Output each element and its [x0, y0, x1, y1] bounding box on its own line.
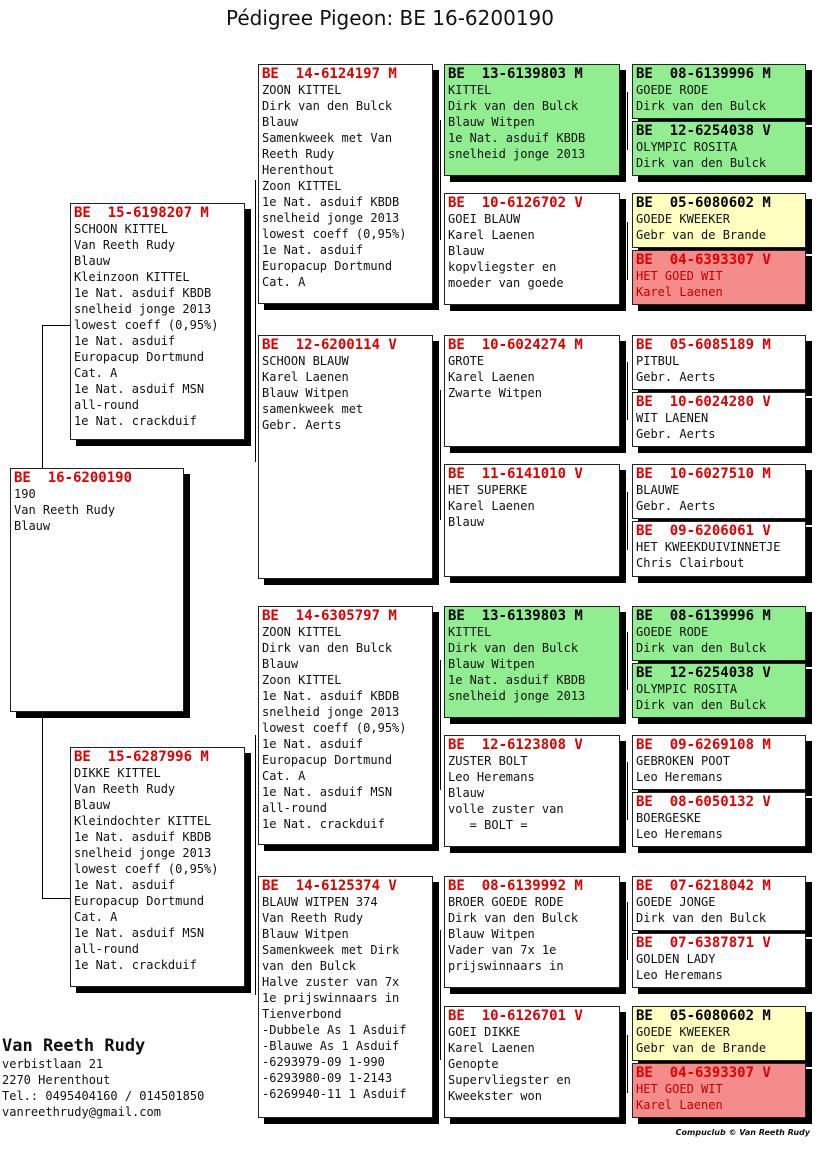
pigeon-info-line: lowest coeff (0,95%)	[74, 862, 219, 876]
pigeon-info-line: GROTE	[448, 354, 485, 368]
pigeon-info-line: Gebr. Aerts	[636, 370, 716, 384]
pigeon-info-line: HET KWEEKDUIVINNETJE	[636, 540, 781, 554]
ring-number: BE 13-6139803 M	[448, 608, 583, 624]
pigeon-info-line: Europacup Dortmund	[262, 753, 393, 767]
pigeon-card-gen3	[444, 193, 620, 305]
pigeon-info-line: Samenkweek met Van	[262, 131, 393, 145]
connector-line	[627, 92, 628, 150]
pigeon-info-line: DIKKE KITTEL	[74, 766, 161, 780]
ring-number: BE 10-6126702 V	[448, 195, 583, 211]
ring-number: BE 10-6024280 V	[636, 394, 771, 410]
pigeon-info-line: 1e Nat. asduif MSN	[262, 785, 393, 799]
pigeon-info-line: 1e Nat. asduif KBDB	[448, 673, 586, 687]
pigeon-card-dam	[70, 747, 245, 987]
pigeon-card-gen4	[632, 121, 806, 176]
pigeon-info-line: Dirk van den Bulck	[262, 641, 393, 655]
pigeon-info-line: Gebr. Aerts	[262, 418, 342, 432]
ring-number: BE 05-6080602 M	[636, 195, 771, 211]
pigeon-info-line: lowest coeff (0,95%)	[74, 318, 219, 332]
ring-number: BE 15-6198207 M	[74, 205, 209, 221]
ring-number: BE 09-6269108 M	[636, 737, 771, 753]
pigeon-info-line: GOEDE KWEEKER	[636, 212, 730, 226]
pigeon-info-line: 1e Nat. crackduif	[74, 958, 197, 972]
pigeon-info-line: SCHOON KITTEL	[74, 222, 168, 236]
pigeon-card-gen3	[444, 335, 620, 447]
pigeon-info-line: Blauw	[74, 254, 111, 268]
pigeon-info-line: KITTEL	[448, 83, 492, 97]
pigeon-info-line: 1e Nat. crackduif	[74, 414, 197, 428]
ring-number: BE 10-6126701 V	[448, 1008, 583, 1024]
pigeon-info-line: -6293979-09 1-990	[262, 1055, 385, 1069]
pigeon-info-line: snelheid jonge 2013	[448, 147, 586, 161]
ring-number: BE 08-6139996 M	[636, 608, 771, 624]
ring-number: BE 12-6254038 V	[636, 665, 771, 681]
pigeon-card-gen3	[444, 606, 620, 718]
pigeon-info-line: GOEDE RODE	[636, 83, 709, 97]
ring-number: BE 07-6387871 V	[636, 935, 771, 951]
connector-line	[627, 492, 628, 550]
page-title: Pédigree Pigeon: BE 16-6200190	[226, 6, 554, 30]
pigeon-info-line: volle zuster van	[448, 802, 564, 816]
ring-number: BE 12-6200114 V	[262, 337, 397, 353]
connector-line	[440, 390, 441, 520]
pigeon-info-line: Halve zuster van 7x	[262, 975, 400, 989]
pigeon-info-line: BLAUW WITPEN 374	[262, 895, 378, 909]
connector-line	[42, 898, 70, 899]
pigeon-info-line: Kleinzoon KITTEL	[74, 270, 190, 284]
pigeon-card-gen4	[632, 933, 806, 988]
pigeon-info-line: Kleindochter KITTEL	[74, 814, 212, 828]
ring-number: BE 04-6393307 V	[636, 252, 771, 268]
pigeon-info-line: KITTEL	[448, 625, 492, 639]
pigeon-info-line: Zoon KITTEL	[262, 179, 342, 193]
pigeon-info-line: Blauw Witpen	[262, 386, 349, 400]
ring-number: BE 04-6393307 V	[636, 1065, 771, 1081]
ring-number: BE 14-6305797 M	[262, 608, 397, 624]
pigeon-info-line: Blauw Witpen	[448, 657, 535, 671]
connector-line	[440, 660, 441, 790]
pigeon-info-line: ZOON KITTEL	[262, 83, 342, 97]
pigeon-info-line: GOEDE KWEEKER	[636, 1025, 730, 1039]
connector-line	[627, 632, 628, 690]
pigeon-info-line: all-round	[74, 398, 140, 412]
pigeon-info-line: snelheid jonge 2013	[262, 211, 400, 225]
pigeon-info-line: Van Reeth Rudy	[74, 238, 176, 252]
owner-city: 2270 Herenthout	[2, 1073, 111, 1087]
pigeon-info-line: Blauw Witpen	[448, 927, 535, 941]
pigeon-info-line: Zwarte Witpen	[448, 386, 542, 400]
pigeon-info-line: -Blauwe As 1 Asduif	[262, 1039, 400, 1053]
connector-line	[627, 1035, 628, 1093]
pigeon-card-gen3	[444, 64, 620, 176]
pigeon-card-gen3	[444, 876, 620, 988]
ring-number: BE 11-6141010 V	[448, 466, 583, 482]
pigeon-info-line: Dirk van den Bulck	[636, 911, 767, 925]
pigeon-info-line: Karel Laenen	[448, 228, 535, 242]
pigeon-info-line: OLYMPIC ROSITA	[636, 682, 738, 696]
pigeon-info-line: Gebr. Aerts	[636, 499, 716, 513]
pigeon-card-gen4	[632, 250, 806, 305]
pigeon-info-line: BLAUWE	[636, 483, 680, 497]
owner-info	[2, 1036, 204, 1120]
pigeon-info-line: samenkweek met	[262, 402, 364, 416]
pigeon-info-line: Dirk van den Bulck	[262, 99, 393, 113]
pigeon-card-gen4	[632, 1063, 806, 1118]
ring-number: BE 12-6123808 V	[448, 737, 583, 753]
pigeon-info-line: Dirk van den Bulck	[448, 641, 579, 655]
pigeon-info-line: Leo Heremans	[636, 770, 723, 784]
pigeon-info-line: WIT LAENEN	[636, 411, 709, 425]
pigeon-info-line: Gebr van de Brande	[636, 1041, 767, 1055]
pigeon-info-line: prijswinnaars in	[448, 959, 564, 973]
pigeon-info-line: Karel Laenen	[448, 499, 535, 513]
pigeon-info-line: 1e prijswinnaars in	[262, 991, 400, 1005]
pigeon-info-line: Dirk van den Bulck	[448, 911, 579, 925]
pigeon-info-line: Van Reeth Rudy	[262, 911, 364, 925]
pigeon-info-line: Dirk van den Bulck	[636, 99, 767, 113]
pigeon-info-line: Europacup Dortmund	[74, 350, 205, 364]
pigeon-info-line: Dirk van den Bulck	[448, 99, 579, 113]
pigeon-info-line: Samenkweek met Dirk	[262, 943, 400, 957]
ring-number: BE 10-6024274 M	[448, 337, 583, 353]
pigeon-info-line: Gebr van de Brande	[636, 228, 767, 242]
pigeon-info-line: Kweekster won	[448, 1089, 542, 1103]
pigeon-info-line: Dirk van den Bulck	[636, 156, 767, 170]
pigeon-card-gen4	[632, 335, 806, 390]
pigeon-card-gen4	[632, 193, 806, 248]
pigeon-card-gen4	[632, 1006, 806, 1061]
pigeon-card-gen4	[632, 876, 806, 931]
pigeon-info-line: Herenthout	[262, 163, 335, 177]
pigeon-info-line: Karel Laenen	[262, 370, 349, 384]
ring-number: BE 14-6125374 V	[262, 878, 397, 894]
pigeon-info-line: Blauw	[448, 515, 485, 529]
pigeon-info-line: 1e Nat. asduif KBDB	[262, 689, 400, 703]
pigeon-card-granddam-paternal	[258, 335, 433, 579]
pigeon-info-line: SCHOON BLAUW	[262, 354, 349, 368]
pigeon-card-subject	[10, 468, 184, 712]
pigeon-info-line: Gebr. Aerts	[636, 427, 716, 441]
ring-number: BE 15-6287996 M	[74, 749, 209, 765]
pigeon-info-line: moeder van goede	[448, 276, 564, 290]
pigeon-info-line: BOERGESKE	[636, 811, 702, 825]
pigeon-info-line: GOLDEN LADY	[636, 952, 716, 966]
pigeon-info-line: Dirk van den Bulck	[636, 641, 767, 655]
pigeon-info-line: Blauw	[448, 244, 485, 258]
pigeon-info-line: Vader van 7x 1e	[448, 943, 557, 957]
connector-line	[42, 325, 70, 326]
pigeon-info-line: GEBROKEN POOT	[636, 754, 730, 768]
ring-number: BE 08-6050132 V	[636, 794, 771, 810]
pigeon-card-gen4	[632, 792, 806, 847]
pigeon-info-line: 1e Nat. asduif	[262, 243, 364, 257]
pigeon-card-grandsire-maternal	[258, 606, 433, 845]
pigeon-info-line: van den Bulck	[262, 959, 356, 973]
pigeon-info-line: Blauw Witpen	[448, 115, 535, 129]
connector-line	[255, 735, 256, 995]
pigeon-info-line: PITBUL	[636, 354, 680, 368]
connector-line	[42, 712, 43, 898]
owner-name: Van Reeth Rudy	[2, 1036, 146, 1056]
connector-line	[627, 902, 628, 960]
pigeon-info-line: Blauw	[74, 798, 111, 812]
pigeon-info-line: Blauw	[14, 519, 51, 533]
pigeon-info-line: Europacup Dortmund	[74, 894, 205, 908]
pigeon-info-line: 1e Nat. asduif MSN	[74, 926, 205, 940]
ring-number: BE 05-6080602 M	[636, 1008, 771, 1024]
pigeon-info-line: -Dubbele As 1 Asduif	[262, 1023, 407, 1037]
pigeon-info-line: 1e Nat. asduif	[262, 737, 364, 751]
pigeon-card-gen4	[632, 392, 806, 447]
pigeon-info-line: 1e Nat. asduif	[74, 334, 176, 348]
pigeon-info-line: HET SUPERKE	[448, 483, 528, 497]
pigeon-card-gen3	[444, 1006, 620, 1118]
connector-line	[440, 120, 441, 240]
pigeon-info-line: Cat. A	[74, 910, 118, 924]
pigeon-card-gen4	[632, 663, 806, 718]
pigeon-card-gen4	[632, 735, 806, 790]
pigeon-info-line: all-round	[262, 801, 328, 815]
pigeon-info-line: Blauw	[262, 115, 299, 129]
pigeon-card-gen4	[632, 521, 806, 577]
connector-line	[627, 362, 628, 420]
pigeon-card-gen4	[632, 464, 806, 519]
connector-line	[255, 180, 256, 462]
pigeon-info-line: kopvliegster en	[448, 260, 557, 274]
pigeon-info-line: Europacup Dortmund	[262, 259, 393, 273]
pigeon-info-line: GOEDE RODE	[636, 625, 709, 639]
ring-number: BE 12-6254038 V	[636, 123, 771, 139]
pigeon-card-gen4	[632, 64, 806, 119]
pigeon-info-line: -6293980-09 1-2143	[262, 1071, 393, 1085]
pigeon-info-line: snelheid jonge 2013	[448, 689, 586, 703]
pigeon-info-line: 190	[14, 487, 36, 501]
connector-line	[42, 325, 43, 468]
connector-line	[627, 762, 628, 820]
pigeon-info-line: Cat. A	[262, 275, 306, 289]
pigeon-card-grandsire-paternal	[258, 64, 433, 304]
pigeon-info-line: Cat. A	[262, 769, 306, 783]
pigeon-info-line: 1e Nat. asduif	[74, 878, 176, 892]
pigeon-info-line: Leo Heremans	[448, 770, 535, 784]
pigeon-card-sire	[70, 203, 245, 440]
pigeon-info-line: GOEI BLAUW	[448, 212, 521, 226]
pigeon-card-gen3	[444, 735, 620, 847]
ring-number: BE 08-6139992 M	[448, 878, 583, 894]
pigeon-info-line: GOEDE JONGE	[636, 895, 716, 909]
pigeon-info-line: = BOLT =	[448, 818, 528, 832]
pigeon-info-line: Blauw Witpen	[262, 927, 349, 941]
pigeon-info-line: ZOON KITTEL	[262, 625, 342, 639]
connector-line	[627, 222, 628, 280]
pigeon-info-line: HET GOED WIT	[636, 269, 723, 283]
pigeon-info-line: ZUSTER BOLT	[448, 754, 528, 768]
pigeon-info-line: Karel Laenen	[448, 370, 535, 384]
pigeon-card-granddam-maternal	[258, 876, 433, 1118]
pigeon-info-line: Leo Heremans	[636, 827, 723, 841]
pigeon-info-line: Blauw	[448, 786, 485, 800]
pigeon-info-line: Supervliegster en	[448, 1073, 571, 1087]
owner-email: vanreethrudy@gmail.com	[2, 1105, 161, 1119]
pigeon-info-line: Reeth Rudy	[262, 147, 335, 161]
pigeon-info-line: lowest coeff (0,95%)	[262, 227, 407, 241]
ring-number: BE 09-6206061 V	[636, 523, 771, 539]
pigeon-info-line: 1e Nat. asduif MSN	[74, 382, 205, 396]
pigeon-info-line: Zoon KITTEL	[262, 673, 342, 687]
footer-credit: Compuclub © Van Reeth Rudy	[675, 1128, 810, 1137]
pigeon-info-line: 1e Nat. crackduif	[262, 817, 385, 831]
pigeon-info-line: HET GOED WIT	[636, 1082, 723, 1096]
pigeon-card-gen4	[632, 606, 806, 661]
ring-number: BE 10-6027510 M	[636, 466, 771, 482]
pigeon-info-line: -6269940-11 1 Asduif	[262, 1087, 407, 1101]
ring-number: BE 07-6218042 M	[636, 878, 771, 894]
pigeon-info-line: 1e Nat. asduif KBDB	[74, 286, 212, 300]
ring-number: BE 05-6085189 M	[636, 337, 771, 353]
owner-street: verbistlaan 21	[2, 1057, 104, 1071]
pigeon-info-line: GOEI DIKKE	[448, 1025, 521, 1039]
pigeon-info-line: BROER GOEDE RODE	[448, 895, 564, 909]
pigeon-info-line: Tienverbond	[262, 1007, 342, 1021]
pigeon-info-line: Karel Laenen	[448, 1041, 535, 1055]
pigeon-info-line: Genopte	[448, 1057, 499, 1071]
pigeon-info-line: snelheid jonge 2013	[262, 705, 400, 719]
pigeon-info-line: 1e Nat. asduif KBDB	[448, 131, 586, 145]
pigeon-info-line: OLYMPIC ROSITA	[636, 140, 738, 154]
pigeon-info-line: snelheid jonge 2013	[74, 302, 212, 316]
ring-number: BE 14-6124197 M	[262, 66, 397, 82]
pigeon-info-line: 1e Nat. asduif KBDB	[262, 195, 400, 209]
pigeon-info-line: Blauw	[262, 657, 299, 671]
ring-number: BE 13-6139803 M	[448, 66, 583, 82]
pigeon-info-line: all-round	[74, 942, 140, 956]
owner-phone: Tel.: 0495404160 / 014501850	[2, 1089, 205, 1103]
ring-number: BE 08-6139996 M	[636, 66, 771, 82]
pigeon-info-line: Leo Heremans	[636, 968, 723, 982]
pigeon-info-line: Karel Laenen	[636, 285, 723, 299]
ring-number: BE 16-6200190	[14, 470, 133, 486]
pigeon-info-line: lowest coeff (0,95%)	[262, 721, 407, 735]
pigeon-info-line: snelheid jonge 2013	[74, 846, 212, 860]
pigeon-info-line: Chris Clairbout	[636, 556, 745, 570]
connector-line	[440, 930, 441, 1060]
pigeon-card-gen3	[444, 464, 620, 577]
pigeon-info-line: Van Reeth Rudy	[74, 782, 176, 796]
pigeon-info-line: Dirk van den Bulck	[636, 698, 767, 712]
pigeon-info-line: Karel Laenen	[636, 1098, 723, 1112]
pigeon-info-line: Cat. A	[74, 366, 118, 380]
pigeon-info-line: 1e Nat. asduif KBDB	[74, 830, 212, 844]
pigeon-info-line: Van Reeth Rudy	[14, 503, 116, 517]
